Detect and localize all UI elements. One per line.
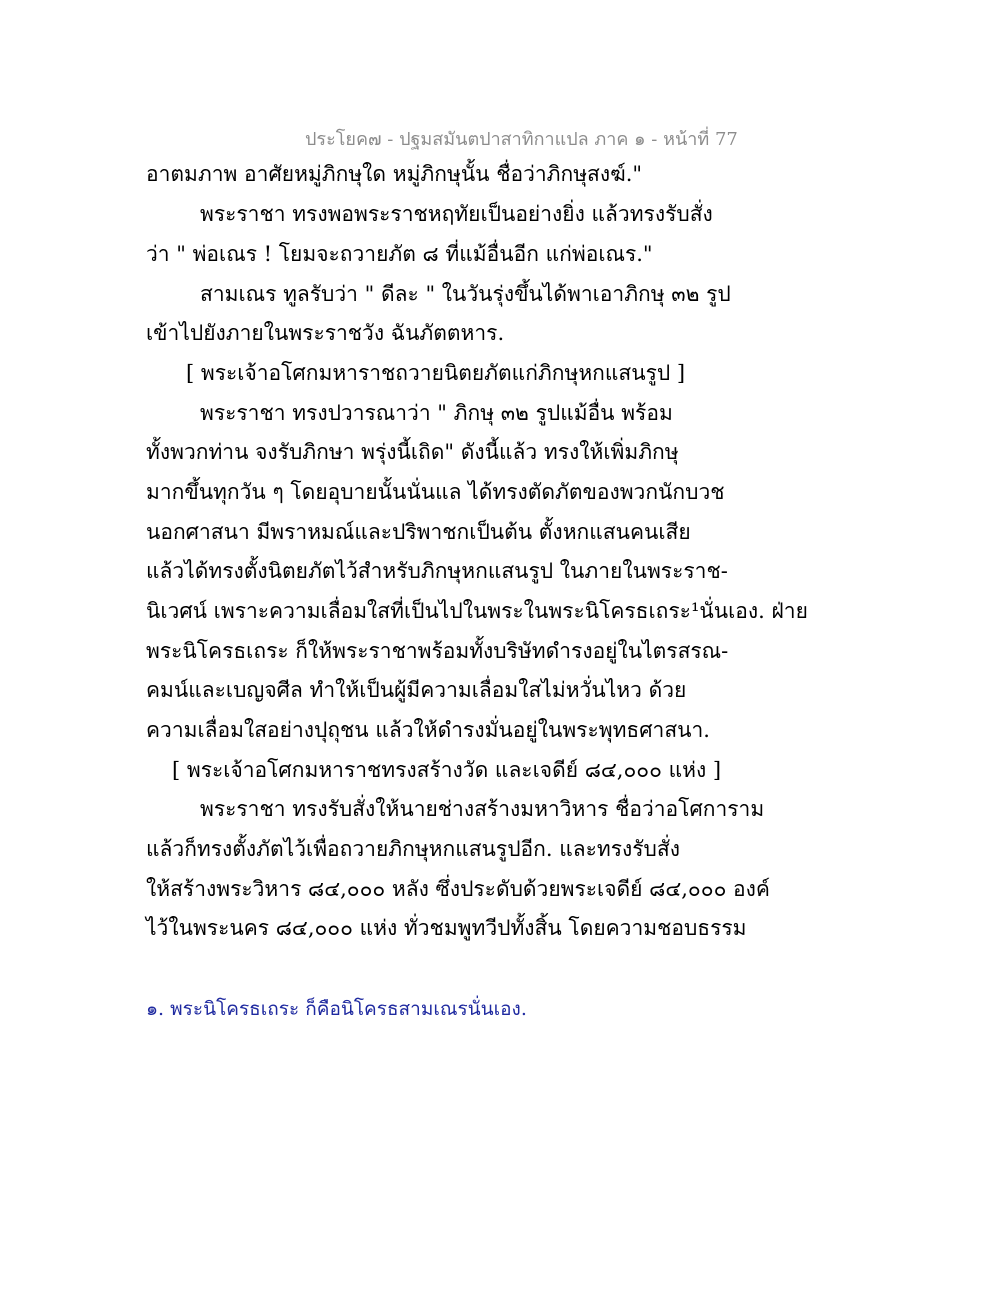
text-line-2: พระราชา ทรงพอพระราชหฤทัยเป็นอย่างยิ่ง แล้วทรงรับสั่ง bbox=[200, 202, 713, 226]
text-line-13: พระนิโครธเถระ ก็ให้พระราชาพร้อมทั้งบริษัทดำรงอยู่ในไตรสรณ- bbox=[146, 639, 729, 663]
text-line-11: แล้วได้ทรงตั้งนิตยภัตไว้สำหรับภิกษุหกแสนรูป ในภายในพระราช- bbox=[146, 559, 728, 583]
page-header: ประโยค๗ - ปฐมสมันตปาสาทิกาแปล ภาค ๑ - หน้าที่ 77 bbox=[305, 129, 738, 150]
text-line-10: นอกศาสนา มีพราหมณ์และปริพาชกเป็นต้น ตั้งหกแสนคนเสีย bbox=[146, 520, 691, 544]
text-line-20: ไว้ในพระนคร ๘๔,๐๐๐ แห่ง ทั่วชมพูทวีปทั้งสิ้น โดยความชอบธรรม bbox=[146, 916, 747, 940]
footnote: ๑. พระนิโครธเถระ ก็คือนิโครธสามเณรนั่นเอง. bbox=[146, 998, 527, 1020]
text-line-9: มากขึ้นทุกวัน ๆ โดยอุบายนั้นนั่นแล ได้ทรงตัดภัตของพวกนักบวช bbox=[146, 480, 725, 504]
text-line-17: พระราชา ทรงรับสั่งให้นายช่างสร้างมหาวิหาร ชื่อว่าอโศการาม bbox=[200, 797, 765, 821]
text-line-12: นิเวศน์ เพราะความเลื่อมใสที่เป็นไปในพระในพระนิโครธเถระ¹นั่นเอง. ฝ่าย bbox=[146, 599, 808, 623]
text-line-15: ความเลื่อมใสอย่างปุถุชน แล้วให้ดำรงมั่นอยู่ในพระพุทธศาสนา. bbox=[146, 718, 710, 742]
text-line-7: พระราชา ทรงปวารณาว่า " ภิกษุ ๓๒ รูปแม้อื่น พร้อม bbox=[200, 401, 673, 425]
text-line-1: อาตมภาพ อาศัยหมู่ภิกษุใด หมู่ภิกษุนั้น ชื่อว่าภิกษุสงฆ์." bbox=[146, 162, 643, 186]
text-line-19: ให้สร้างพระวิหาร ๘๔,๐๐๐ หลัง ซึ่งประดับด้วยพระเจดีย์ ๘๔,๐๐๐ องค์ bbox=[146, 877, 770, 901]
text-line-5: เข้าไปยังภายในพระราชวัง ฉันภัตตหาร. bbox=[146, 321, 505, 345]
text-line-14: คมน์และเบญจศีล ทำให้เป็นผู้มีความเลื่อมใสไม่หวั่นไหว ด้วย bbox=[146, 678, 687, 702]
text-line-8: ทั้งพวกท่าน จงรับภิกษา พรุ่งนี้เถิด" ดังนี้แล้ว ทรงให้เพิ่มภิกษุ bbox=[146, 440, 679, 464]
text-line-18: แล้วก็ทรงตั้งภัตไว้เพื่อถวายภิกษุหกแสนรูปอีก. และทรงรับสั่ง bbox=[146, 837, 680, 861]
text-line-4: สามเณร ทูลรับว่า " ดีละ " ในวันรุ่งขึ้นได้พาเอาภิกษุ ๓๒ รูป bbox=[200, 282, 731, 306]
section-heading-1: [ พระเจ้าอโศกมหาราชถวายนิตยภัตแก่ภิกษุหกแสนรูป ] bbox=[186, 361, 686, 385]
section-heading-2: [ พระเจ้าอโศกมหาราชทรงสร้างวัด และเจดีย์ ๘๔,๐๐๐ แห่ง ] bbox=[172, 758, 722, 782]
text-line-3: ว่า " พ่อเณร ! โยมจะถวายภัต ๘ ที่แม้อื่นอีก แก่พ่อเณร." bbox=[146, 242, 653, 266]
